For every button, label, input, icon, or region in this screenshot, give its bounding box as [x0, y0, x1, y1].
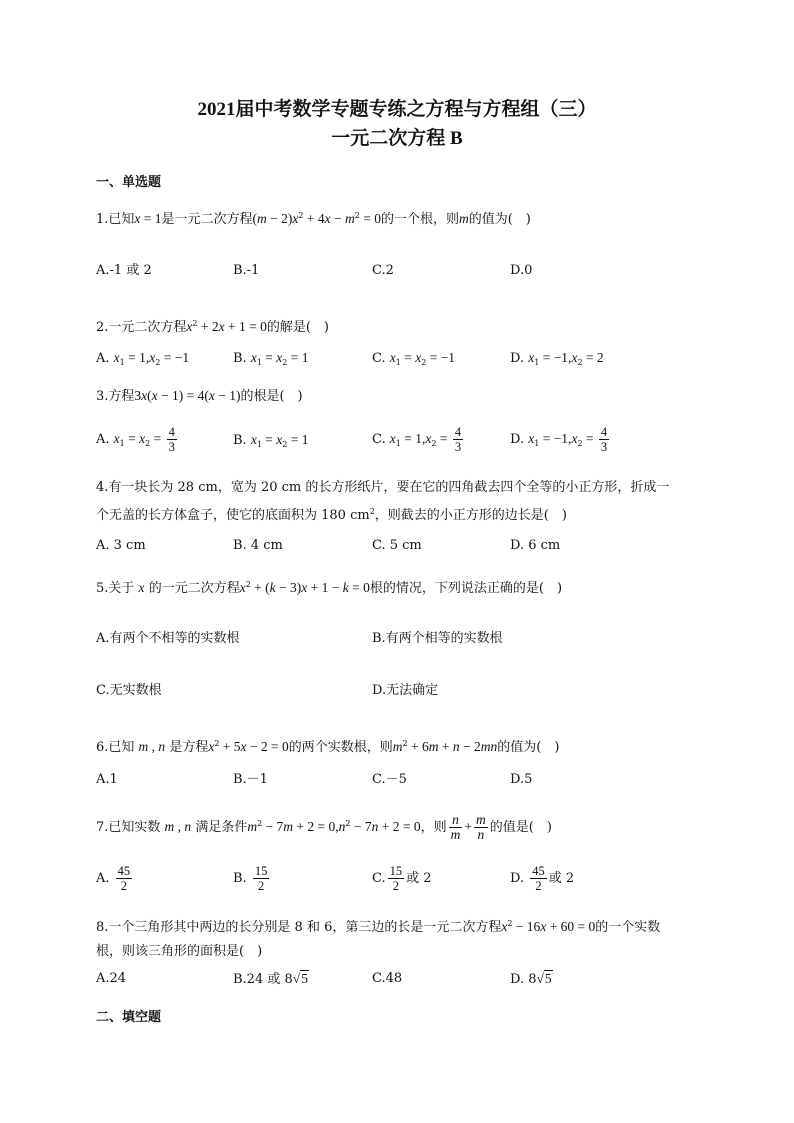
q5-option-c[interactable]: C.无实数根 — [96, 683, 162, 698]
fraction: $\frac{4}{3}$ — [454, 425, 462, 454]
q4-option-b[interactable]: B. 4 cm — [233, 538, 283, 553]
q1-option-a[interactable]: A.-1 或 2 — [96, 263, 152, 278]
title-line-1: 2021届中考数学专题专练之方程与方程组（三） — [197, 99, 597, 120]
question-3: 3.方程3x(x − 1) = 4(x − 1)的根是( ) — [96, 388, 303, 404]
q8-option-b[interactable]: B.24 或 8√5 — [233, 971, 308, 987]
q1-option-d[interactable]: D.0 — [510, 263, 533, 278]
q6-option-b[interactable]: B.－1 — [233, 772, 268, 787]
question-5: 5.关于 x 的一元二次方程$x^2 + (k - 3)x + 1 - k = 0$根的情况，下列说法正确的是( ) — [96, 580, 563, 596]
q1-option-c[interactable]: C.2 — [372, 263, 394, 278]
q4-option-c[interactable]: C. 5 cm — [372, 538, 422, 553]
q2-option-a[interactable]: A. $x_1 = 1,x_2 = -1$ — [96, 350, 190, 367]
question-8: 8.一个三角形其中两边的长分别是 8 和 6，第三边的长是一元二次方程$x^2 - 16x + 60 = 0$的一个实数 根，则该三角形的面积是( ) — [96, 919, 661, 959]
section-heading-single-choice: 一、单选题 — [96, 175, 162, 190]
q8-option-c[interactable]: C.48 — [372, 971, 403, 986]
q2-option-b[interactable]: B. $x_1 = x_2 = 1$ — [233, 350, 309, 367]
q7-option-b[interactable]: B. $\frac{15}{2}$ — [233, 864, 268, 893]
q4-option-a[interactable]: A. 3 cm — [96, 538, 146, 553]
fraction: $\frac{45}{2}$ — [532, 864, 545, 893]
fraction: $\frac{45}{2}$ — [117, 864, 131, 893]
question-2: 2.一元二次方程$x^2 + 2x + 1 = 0$的解是( ) — [96, 319, 330, 335]
q6-option-c[interactable]: C.－5 — [372, 772, 407, 787]
section-heading-fill-in: 二、填空题 — [96, 1010, 162, 1025]
q2-option-d[interactable]: D. $x_1 = -1,x_2 = 2$ — [510, 350, 604, 367]
q1-option-b[interactable]: B.-1 — [233, 263, 260, 278]
q3-option-d[interactable]: D. $x_1 = -1,x_2$ = $\frac{4}{3}$ — [510, 425, 608, 454]
q5-option-a[interactable]: A.有两个不相等的实数根 — [96, 631, 240, 646]
fraction: $\frac{15}{2}$ — [254, 864, 268, 893]
q7-option-d[interactable]: D. $\frac{45}{2}$ 或 2 — [510, 864, 575, 893]
fraction: $\frac{m}{n}$ — [476, 812, 486, 842]
q7-option-a[interactable]: A. $\frac{45}{2}$ — [96, 864, 131, 893]
q6-option-a[interactable]: A.1 — [96, 772, 118, 787]
question-6: 6.已知 m , n 是方程$x^2 + 5x - 2 = 0$的两个实数根，则$m^2 + 6m + n - 2mn$的值为( ) — [96, 739, 560, 755]
q2-option-c[interactable]: C. $x_1 = x_2 = -1$ — [372, 350, 456, 367]
q8-option-d[interactable]: D. 8√5 — [510, 971, 552, 987]
fraction: $\frac{4}{3}$ — [600, 425, 608, 454]
q3-option-c[interactable]: C. $x_1 = 1,x_2$ = $\frac{4}{3}$ — [372, 425, 462, 454]
q6-option-d[interactable]: D.5 — [510, 772, 533, 787]
q3-option-a[interactable]: A. $x_1 = x_2$ = $\frac{4}{3}$ — [96, 425, 175, 454]
question-4: 4.有一块长为 28 cm，宽为 20 cm 的长方形纸片，要在它的四角截去四个全等的小正方形，折成一 个无盖的长方体盒子，使它的底面积为 180 $cm^2$，则截去的小正方形的边长是( ) — [96, 480, 670, 523]
q5-option-d[interactable]: D.无法确定 — [372, 683, 439, 698]
question-1: 1.已知x = 1是一元二次方程$(m - 2)x^2 + 4x - m^2 = 0$的一个根，则m的值为( ) — [96, 211, 531, 227]
q7-option-c[interactable]: C. $\frac{15}{2}$ 或 2 — [372, 864, 432, 893]
fraction: $\frac{4}{3}$ — [168, 425, 175, 454]
q3-option-b[interactable]: B. $x_1 = x_2 = 1$ — [233, 432, 309, 449]
title-line-2: 一元二次方程 B — [331, 128, 463, 149]
question-7: 7.已知实数 m , n 满足条件$m^2 - 7m + 2 = 0,n^2 - 7n + 2 = 0$，则 $\frac{n}{m}$ + $\frac{m}{n}$ 的值是( ) — [96, 812, 552, 842]
q8-option-a[interactable]: A.24 — [96, 971, 127, 986]
q5-option-b[interactable]: B.有两个相等的实数根 — [372, 631, 503, 646]
fraction: $\frac{n}{m}$ — [450, 812, 461, 842]
fraction: $\frac{15}{2}$ — [389, 864, 403, 893]
q4-option-d[interactable]: D. 6 cm — [510, 538, 561, 553]
